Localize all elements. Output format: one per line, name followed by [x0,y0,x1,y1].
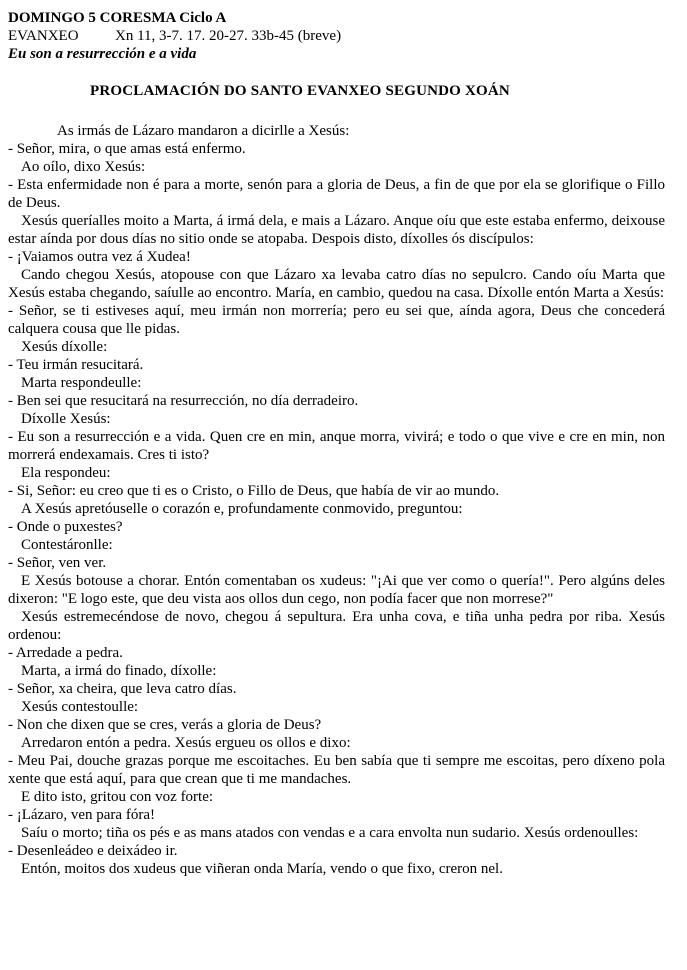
gospel-paragraph: - Ben sei que resucitará na resurrección, no día derradeiro. [8,393,359,409]
gospel-paragraph: Díxolle Xesús: [21,411,111,427]
gospel-paragraph: Xesús estremecéndose de novo, chegou á sepultura. Era unha cova, e tiña unha pedra por riba. Xesús ordenou: [8,609,665,643]
gospel-paragraph: A Xesús apretóuselle o corazón e, profundamente conmovido, preguntou: [21,501,463,517]
document-header [8,9,665,63]
liturgical-day-title: DOMINGO 5 CORESMA Ciclo A [8,10,227,26]
gospel-paragraph: Ela respondeu: [21,465,111,481]
gospel-paragraph: E dito isto, gritou con voz forte: [21,789,214,805]
gospel-body [8,122,665,878]
reading-subtitle: Eu son a resurrección e a vida [8,46,197,62]
gospel-paragraph: - Señor, mira, o que amas está enfermo. [8,141,246,157]
gospel-paragraph: Cando chegou Xesús, atopouse con que Lázaro xa levaba catro días no sepulcro. Cando oíu Marta que Xesús estaba chegando, saíulle ao encontro. María, en cambio, quedou na casa. Díxolle entón Marta a Xesús: [8,267,665,301]
gospel-paragraph: - Señor, xa cheira, que leva catro días. [8,681,237,697]
gospel-paragraph: Ao oílo, dixo Xesús: [21,159,146,175]
page-title: PROCLAMACIÓN DO SANTO EVANXEO SEGUNDO XOÁN [90,83,510,99]
gospel-paragraph: - Si, Señor: eu creo que ti es o Cristo, o Fillo de Deus, que había de vir ao mundo. [8,483,500,499]
gospel-paragraph: Xesús contestoulle: [21,699,139,715]
gospel-paragraph: Xesús queríalles moito a Marta, á irmá dela, e mais a Lázaro. Anque oíu que este estaba enfermo, deixouse estar aínda por dous días no sitio onde se atopaba. Despois disto, díxolles ós discípulos: [8,213,665,247]
gospel-paragraph: - Esta enfermidade non é para a morte, senón para a gloria de Deus, a fin de que por ela se glorifique o Fillo de Deus. [8,177,665,211]
gospel-paragraph: Marta, a irmá do finado, díxolle: [21,663,217,679]
gospel-paragraph: - Eu son a resurrección e a vida. Quen cre en min, anque morra, vivirá; e todo o que vive e cre en min, non morrerá endexamais. Cres ti isto? [8,429,665,463]
gospel-paragraph: Entón, moitos dos xudeus que viñeran onda María, vendo o que fixo, creron nel. [21,861,503,877]
gospel-paragraph: Marta respondeulle: [21,375,142,391]
gospel-paragraph: E Xesús botouse a chorar. Entón comentaban os xudeus: "¡Ai que ver como o quería!". Pero algúns deles dixeron: "E logo este, que deu vista aos ollos dun cego, non podía facer que non morrese?" [8,573,665,607]
gospel-paragraph: - Señor, ven ver. [8,555,107,571]
gospel-paragraph: - Arredade a pedra. [8,645,123,661]
reading-reference: Xn 11, 3-7. 17. 20-27. 33b-45 (breve) [115,28,342,44]
reading-label: EVANXEO [8,28,79,44]
gospel-paragraph: - Teu irmán resucitará. [8,357,144,373]
gospel-paragraph: Xesús díxolle: [21,339,108,355]
gospel-paragraph: Saíu o morto; tiña os pés e as mans atados con vendas e a cara envolta nun sudario. Xesús ordenoulles: [21,825,639,841]
gospel-paragraph: - Meu Pai, douche grazas porque me escoitaches. Eu ben sabía que ti sempre me escoitas, pero díxeno pola xente que está aquí, para que crean que ti me mandaches. [8,753,665,787]
gospel-paragraph: As irmás de Lázaro mandaron a dicirlle a Xesús: [57,123,350,139]
gospel-paragraph: - ¡Lázaro, ven para fóra! [8,807,155,823]
reading-reference-line [8,27,665,45]
gospel-paragraph: - Desenleádeo e deixádeo ir. [8,843,178,859]
gospel-paragraph: - Non che dixen que se cres, verás a gloria de Deus? [8,717,322,733]
gospel-paragraph: - Señor, se ti estiveses aquí, meu irmán non morrería; pero eu sei que, aínda agora, Deus che concederá calquera cousa que lle pidas. [8,303,665,337]
gospel-paragraph: Contestáronlle: [21,537,113,553]
gospel-paragraph: - ¡Vaiamos outra vez á Xudea! [8,249,191,265]
gospel-paragraph: Arredaron entón a pedra. Xesús ergueu os ollos e dixo: [21,735,351,751]
gospel-paragraph: - Onde o puxestes? [8,519,123,535]
